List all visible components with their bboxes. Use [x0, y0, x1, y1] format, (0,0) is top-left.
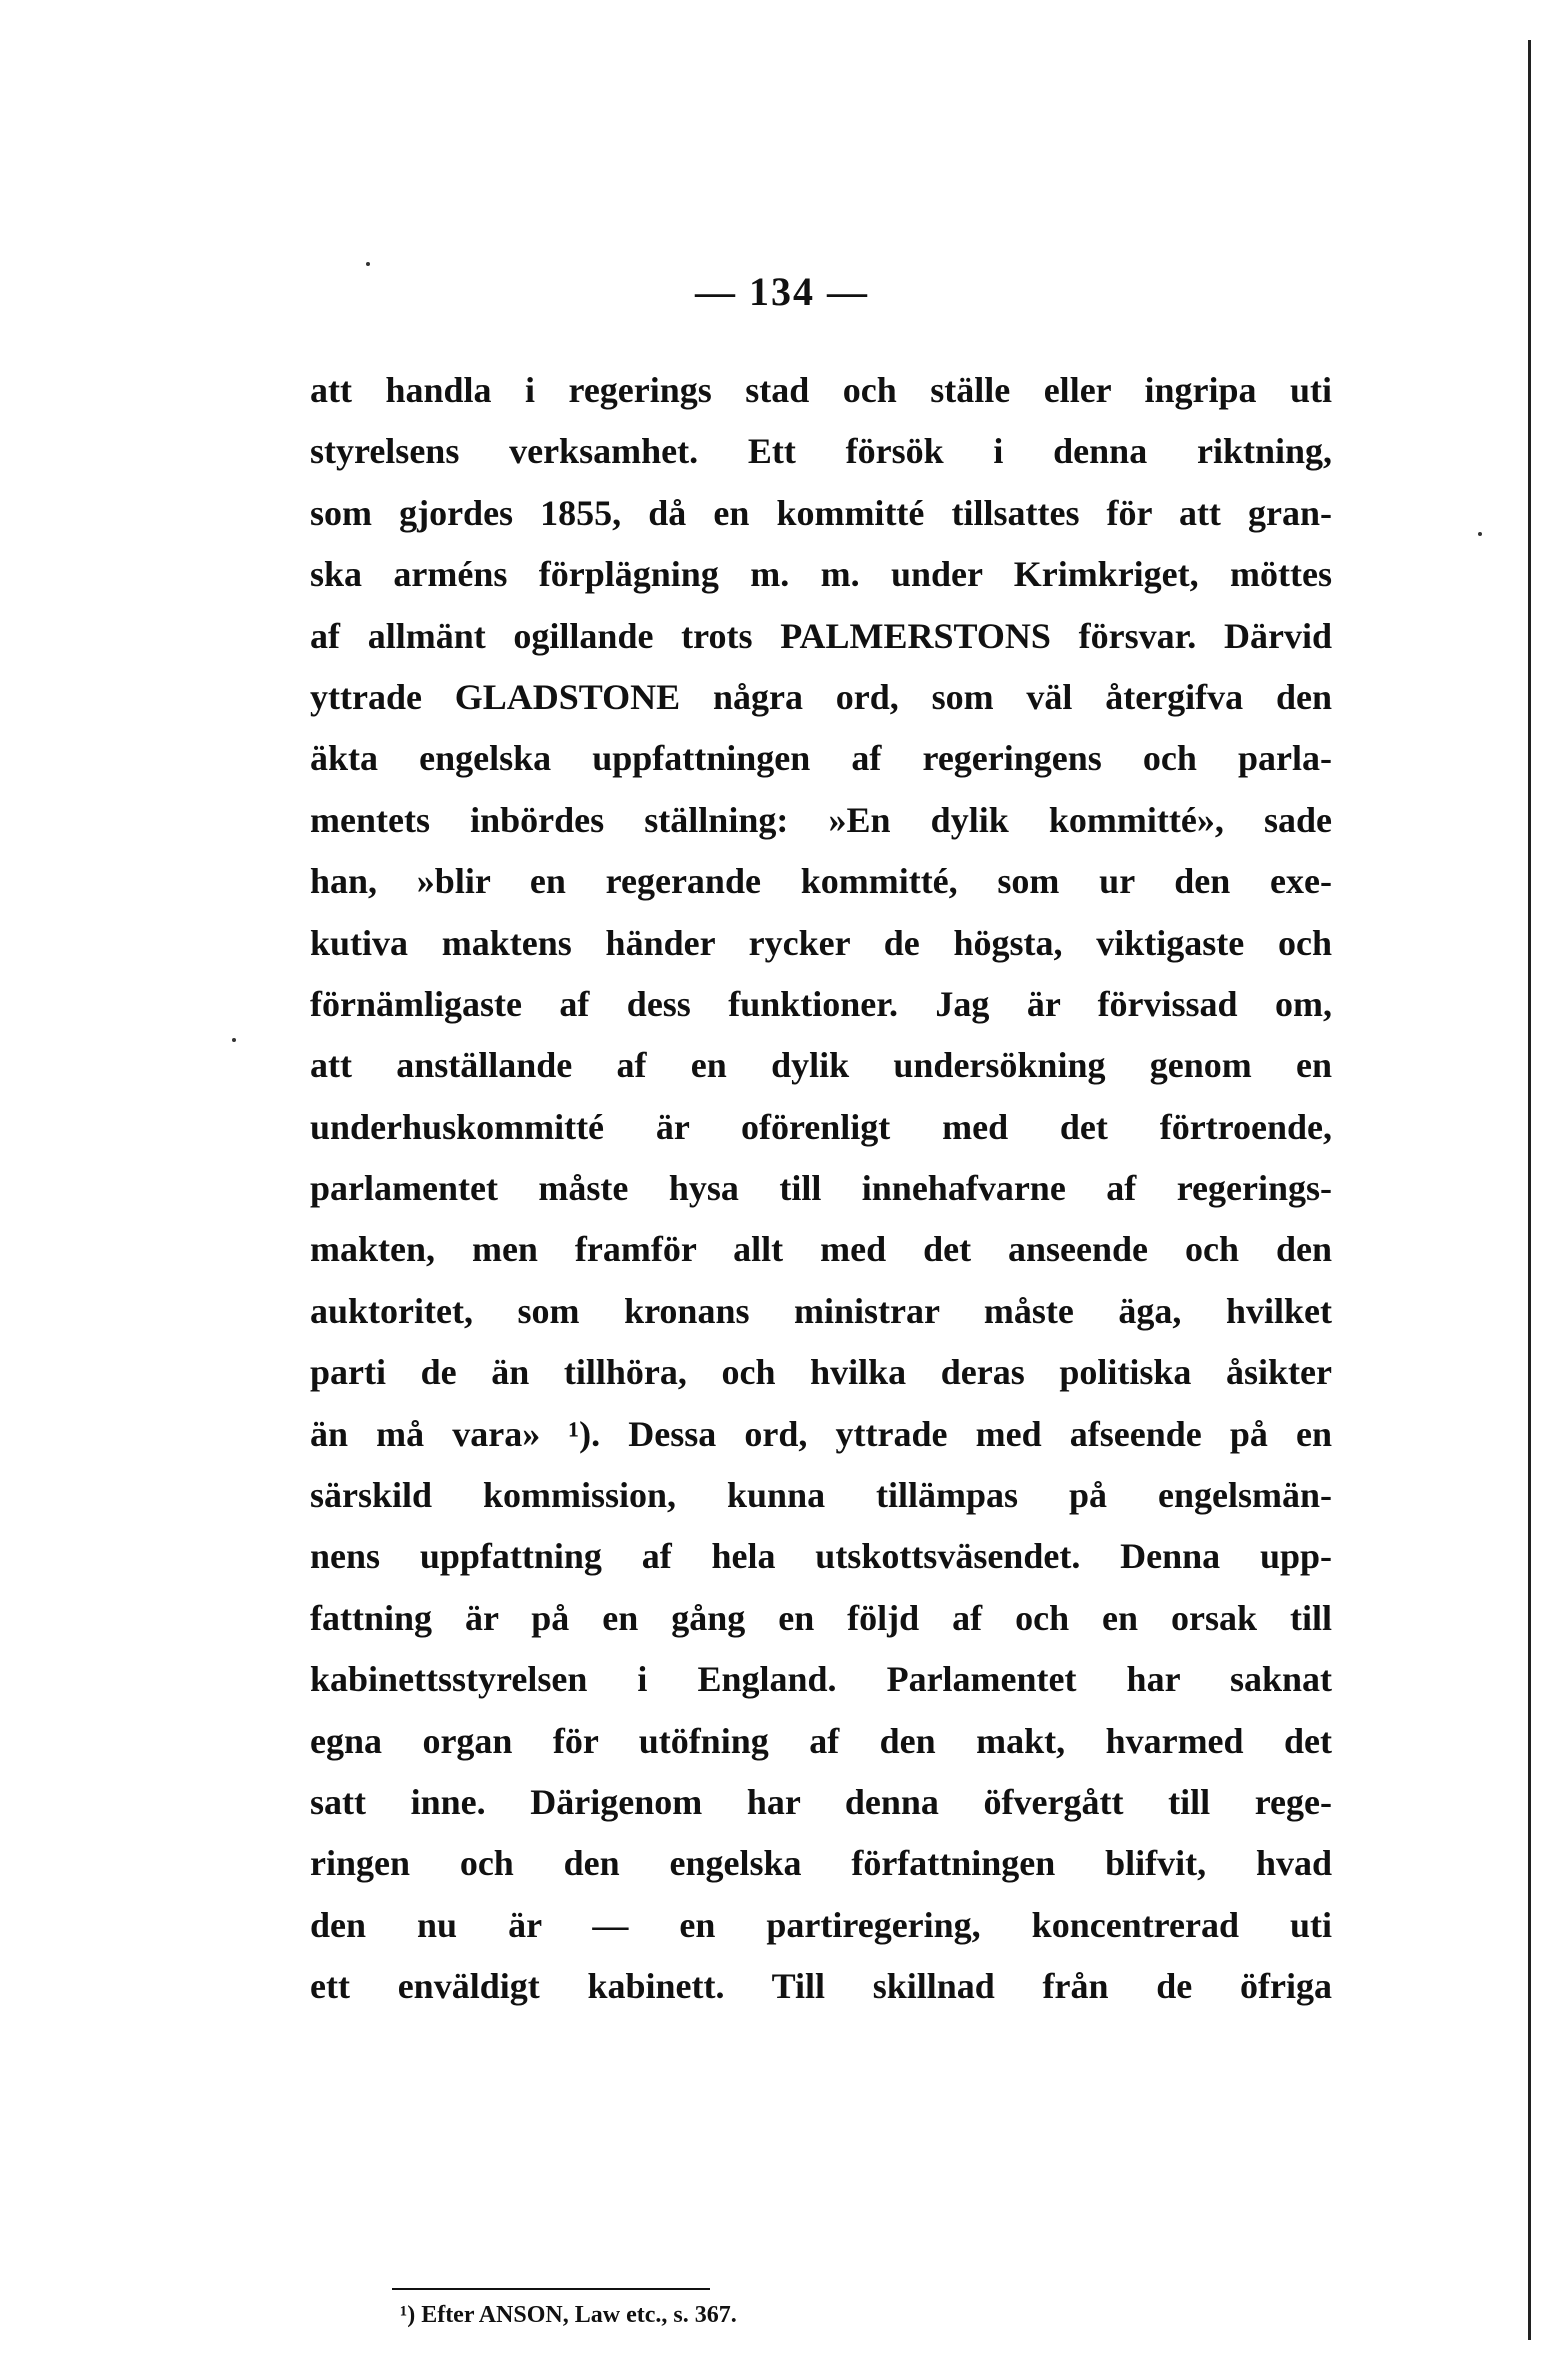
- text-line: förnämligaste af dess funktioner. Jag är förvissad om,: [310, 983, 1332, 1024]
- text-line: auktoritet, som kronans ministrar måste äga, hvilket: [310, 1290, 1332, 1331]
- text-line: särskild kommission, kunna tillämpas på engelsmän-: [310, 1475, 1332, 1516]
- text-line: parti de än tillhöra, och hvilka deras politiska åsikter: [310, 1352, 1332, 1393]
- text-line: att handla i regerings stad och ställe eller ingripa uti: [310, 370, 1332, 410]
- body-text: [310, 360, 1332, 2018]
- text-line: parlamentet måste hysa till innehafvarne af regerings-: [310, 1168, 1332, 1209]
- text-line: nens uppfattning af hela utskottsväsendet. Denna upp-: [310, 1536, 1332, 1577]
- text-line: än må vara» ¹). Dessa ord, yttrade med afseende på en: [310, 1413, 1332, 1454]
- text-line: styrelsens verksamhet. Ett försök i denna riktning,: [310, 431, 1332, 472]
- scan-edge-line: [1528, 40, 1531, 2340]
- scan-speck: [232, 1038, 236, 1042]
- text-line: som gjordes 1855, då en kommitté tillsattes för att gran-: [310, 492, 1332, 533]
- text-line: makten, men framför allt med det anseende och den: [310, 1229, 1332, 1270]
- text-line: kabinettsstyrelsen i England. Parlamentet har saknat: [310, 1659, 1332, 1700]
- text-line: mentets inbördes ställning: »En dylik kommitté», sade: [310, 799, 1332, 840]
- scan-speck: [1478, 532, 1482, 536]
- text-line: fattning är på en gång en följd af och en orsak till: [310, 1597, 1332, 1638]
- text-line: underhuskommitté är oförenligt med det förtroende,: [310, 1106, 1332, 1147]
- text-line: af allmänt ogillande trots PALMERSTONS försvar. Därvid: [310, 615, 1332, 656]
- text-line: att anställande af en dylik undersökning genom en: [310, 1045, 1332, 1086]
- footnote-divider: [392, 2288, 710, 2290]
- text-line: han, »blir en regerande kommitté, som ur den exe-: [310, 861, 1332, 902]
- text-line: egna organ för utöfning af den makt, hvarmed det: [310, 1720, 1332, 1761]
- text-line: kutiva maktens händer rycker de högsta, viktigaste och: [310, 922, 1332, 963]
- page-number: — 134 —: [695, 269, 869, 314]
- text-line: ringen och den engelska författningen blifvit, hvad: [310, 1843, 1332, 1884]
- text-line: yttrade GLADSTONE några ord, som väl återgifva den: [310, 676, 1332, 717]
- text-line: äkta engelska uppfattningen af regeringens och parla-: [310, 738, 1332, 779]
- text-line: den nu är — en partiregering, koncentrerad uti: [310, 1904, 1332, 1945]
- text-line: ett enväldigt kabinett. Till skillnad från de öfriga: [310, 1966, 1332, 2007]
- scan-speck: [366, 262, 370, 266]
- text-line: satt inne. Därigenom har denna öfvergått till rege-: [310, 1781, 1332, 1822]
- footnote: ¹) Efter ANSON, Law etc., s. 367.: [400, 2302, 737, 2328]
- text-line: ska arméns förplägning m. m. under Krimkriget, möttes: [310, 554, 1332, 595]
